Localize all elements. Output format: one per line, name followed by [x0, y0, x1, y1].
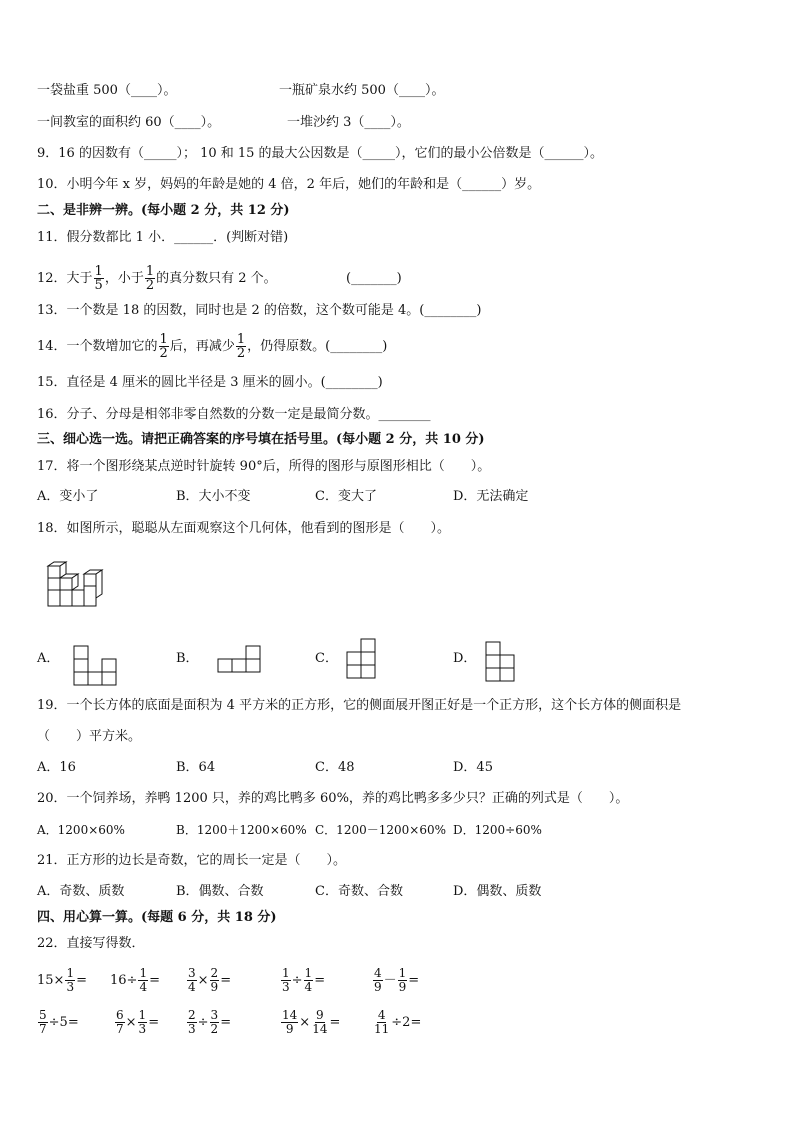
fraction: [373, 1009, 390, 1036]
q19-option-a[interactable]: A．16: [37, 760, 76, 775]
q18-option-d-figure: [484, 640, 516, 684]
operator: ÷2: [391, 1015, 411, 1030]
question-14: [37, 330, 387, 364]
calc-item: [114, 1006, 159, 1040]
q21-option-a[interactable]: A．奇数、质数: [37, 884, 125, 899]
q8-item-c: 一间教室的面积约 60（____）。: [37, 115, 221, 130]
numerator: 1: [159, 332, 168, 347]
q19-option-c[interactable]: C．48: [315, 760, 355, 775]
cube-stack-figure: [44, 560, 104, 610]
fraction: [304, 967, 314, 994]
numerator: 14: [282, 1008, 298, 1022]
equals: =: [408, 973, 420, 988]
question-13: 13．一个数是 18 的因数，同时也是 2 的倍数，这个数可能是 4。(________): [37, 303, 482, 318]
equals: =: [220, 973, 232, 988]
denominator: 3: [282, 980, 290, 994]
q17-option-d[interactable]: D．无法确定: [453, 489, 529, 504]
denominator: 3: [66, 980, 75, 994]
question-15: 15．直径是 4 厘米的圆比半径是 3 厘米的圆小。(________): [37, 375, 383, 390]
q18-option-a-label[interactable]: A．: [37, 651, 60, 666]
denominator: 4: [139, 980, 148, 994]
section-2-heading: 二、是非辨一辨。(每小题 2 分，共 12 分): [37, 203, 290, 218]
q12-answer-blank: (_______): [346, 271, 402, 286]
fraction: [115, 1009, 125, 1036]
fraction: [145, 265, 155, 292]
operator: ÷: [126, 973, 138, 988]
fraction: [373, 967, 383, 994]
fraction: [187, 1009, 197, 1036]
equals: =: [148, 1015, 160, 1030]
q20-option-b[interactable]: B．1200＋1200×60%: [176, 823, 307, 837]
operator: ×: [197, 973, 209, 988]
numerator: 1: [138, 1008, 147, 1022]
numerator: 6: [116, 1008, 124, 1022]
calc-item: [280, 964, 325, 998]
numerator: 1: [304, 966, 313, 980]
numerator: 1: [282, 966, 290, 980]
q14-prefix: 14．一个数增加它的: [37, 339, 158, 354]
question-19-stem: 19．一个长方体的底面是面积为 4 平方米的正方形，它的侧面展开图正好是一个正方形，这个长方体的侧面积是: [37, 698, 682, 713]
q18-option-c-figure: [345, 637, 377, 681]
q8-item-d: 一堆沙约 3（____）。: [287, 115, 410, 130]
denominator: 9: [210, 980, 219, 994]
q19-option-b[interactable]: B．64: [176, 760, 216, 775]
fraction: [236, 333, 246, 360]
q17-option-a[interactable]: A．变小了: [37, 489, 99, 504]
q14-middle: 后，再减少: [169, 339, 235, 354]
operator: ×: [299, 1015, 311, 1030]
section-4-heading: 四、用心算一算。(每题 6 分，共 18 分): [37, 910, 277, 925]
numerator: 4: [377, 1008, 386, 1022]
denominator: 2: [159, 346, 168, 361]
q18-option-c-label[interactable]: C．: [315, 651, 338, 666]
question-19-stem-cont: （ ）平方米。: [37, 729, 142, 744]
numerator: 1: [145, 264, 155, 279]
equals: =: [67, 1015, 79, 1030]
numerator: 3: [210, 1008, 219, 1022]
calc-item: [37, 964, 87, 998]
numerator: 3: [188, 966, 196, 980]
q12-prefix: 12．大于: [37, 271, 93, 286]
q18-option-a-figure: [72, 644, 118, 686]
question-9: 9．16 的因数有（_____）； 10 和 15 的最大公因数是（_____），它们的最小公倍数是（______）。: [37, 146, 604, 161]
fraction: [281, 1009, 298, 1036]
numerator: 5: [39, 1008, 47, 1022]
denominator: 7: [39, 1022, 47, 1036]
operand: 15: [37, 973, 54, 988]
calc-item: [186, 964, 231, 998]
question-18-stem: 18．如图所示，聪聪从左面观察这个几何体，他看到的图形是（ ）。: [37, 521, 451, 536]
operator: ÷5: [48, 1015, 68, 1030]
operator: －: [383, 973, 397, 988]
fraction: [210, 1009, 220, 1036]
equals: =: [220, 1015, 232, 1030]
fraction: [210, 967, 220, 994]
equals: =: [314, 973, 326, 988]
q12-suffix: 的真分数只有 2 个。: [156, 271, 277, 286]
calc-item: [372, 964, 419, 998]
denominator: 2: [145, 278, 155, 293]
operator: ÷: [291, 973, 303, 988]
calc-item: [372, 1006, 421, 1040]
q12-middle: ，小于: [104, 271, 144, 286]
q18-option-b-figure: [216, 644, 262, 674]
q14-suffix: ，仍得原数。(________): [247, 339, 388, 354]
question-10: 10．小明今年 x 岁，妈妈的年龄是她的 4 倍，2 年后，她们的年龄和是（______）岁。: [37, 177, 541, 192]
numerator: 2: [188, 1008, 196, 1022]
q20-option-a[interactable]: A．1200×60%: [37, 823, 125, 837]
q20-option-c[interactable]: C．1200－1200×60%: [315, 823, 446, 837]
denominator: 2: [236, 346, 246, 361]
numerator: 1: [66, 966, 75, 980]
numerator: 9: [316, 1008, 324, 1022]
q20-option-d[interactable]: D．1200÷60%: [453, 823, 542, 837]
fraction: [138, 1009, 148, 1036]
q18-option-b-label[interactable]: B．: [176, 651, 199, 666]
numerator: 1: [236, 332, 246, 347]
calc-item: [280, 1006, 340, 1040]
denominator: 4: [188, 980, 196, 994]
question-21-stem: 21．正方形的边长是奇数，它的周长一定是（ ）。: [37, 853, 347, 868]
operand: 16: [110, 973, 127, 988]
question-22-stem: 22．直接写得数．: [37, 936, 145, 951]
denominator: 5: [94, 278, 103, 293]
fraction: [398, 967, 408, 994]
calc-item: [37, 1006, 79, 1040]
denominator: 2: [210, 1022, 219, 1036]
equals: =: [76, 973, 87, 988]
numerator: 1: [398, 966, 407, 980]
denominator: 11: [374, 1022, 390, 1036]
equals: =: [329, 1015, 341, 1030]
equals: =: [410, 1015, 422, 1030]
fraction: [281, 967, 291, 994]
denominator: 9: [398, 980, 407, 994]
equals: =: [149, 973, 160, 988]
calc-item: [110, 964, 160, 998]
numerator: 2: [210, 966, 219, 980]
fraction: [94, 265, 104, 292]
denominator: 9: [285, 1022, 294, 1036]
q21-option-c[interactable]: C．奇数、合数: [315, 884, 403, 899]
denominator: 3: [138, 1022, 147, 1036]
denominator: 9: [374, 980, 382, 994]
fraction: [65, 967, 75, 994]
q17-option-c[interactable]: C．变大了: [315, 489, 377, 504]
q19-option-d[interactable]: D．45: [453, 760, 493, 775]
denominator: 4: [304, 980, 313, 994]
fraction: [187, 967, 197, 994]
question-16: 16．分子、分母是相邻非零自然数的分数一定是最简分数。________: [37, 407, 431, 422]
denominator: 7: [116, 1022, 124, 1036]
question-20-stem: 20．一个饲养场，养鸭 1200 只，养的鸡比鸭多 60%，养的鸡比鸭多多少只？正确的列式是（ ）。: [37, 791, 629, 806]
denominator: 14: [312, 1022, 328, 1036]
q8-item-b: 一瓶矿泉水约 500（____）。: [279, 83, 445, 98]
question-11: 11．假分数都比 1 小．______．(判断对错): [37, 230, 289, 245]
numerator: 4: [374, 966, 382, 980]
section-3-heading: 三、细心选一选。请把正确答案的序号填在括号里。(每小题 2 分，共 10 分): [37, 432, 485, 447]
operator: ×: [53, 973, 65, 988]
calc-item: [186, 1006, 231, 1040]
q21-option-d[interactable]: D．偶数、质数: [453, 884, 542, 899]
q8-item-a: 一袋盐重 500（____）。: [37, 83, 177, 98]
q17-option-b[interactable]: B．大小不变: [176, 489, 251, 504]
operator: ÷: [197, 1015, 209, 1030]
fraction: [159, 333, 169, 360]
numerator: 1: [139, 966, 148, 980]
fraction: [311, 1009, 328, 1036]
denominator: 3: [188, 1022, 196, 1036]
fraction: [138, 967, 148, 994]
q18-option-d-label[interactable]: D．: [453, 651, 477, 666]
fraction: [38, 1009, 48, 1036]
question-12: [37, 262, 277, 296]
question-17-stem: 17．将一个图形绕某点逆时针旋转 90°后，所得的图形与原图形相比（ ）。: [37, 459, 491, 474]
q21-option-b[interactable]: B．偶数、合数: [176, 884, 264, 899]
numerator: 1: [94, 264, 103, 279]
operator: ×: [125, 1015, 137, 1030]
